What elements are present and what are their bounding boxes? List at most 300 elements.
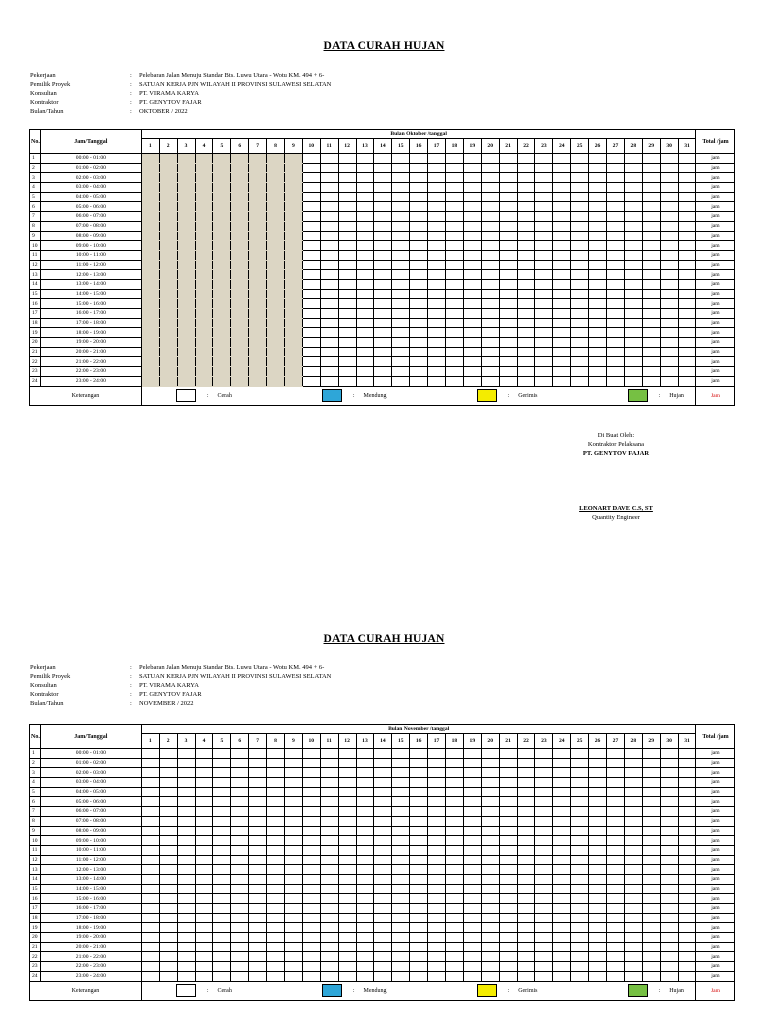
rain-cell[interactable] — [660, 904, 678, 914]
rain-cell[interactable] — [159, 221, 177, 231]
rain-cell[interactable] — [141, 845, 159, 855]
rain-cell[interactable] — [195, 309, 213, 319]
rain-cell[interactable] — [284, 894, 302, 904]
rain-cell[interactable] — [535, 260, 553, 270]
rain-cell[interactable] — [589, 884, 607, 894]
rain-cell[interactable] — [463, 154, 481, 164]
rain-cell[interactable] — [392, 826, 410, 836]
rain-cell[interactable] — [302, 952, 320, 962]
rain-cell[interactable] — [428, 894, 446, 904]
rain-cell[interactable] — [267, 241, 285, 251]
rain-cell[interactable] — [410, 357, 428, 367]
rain-cell[interactable] — [571, 913, 589, 923]
rain-cell[interactable] — [356, 787, 374, 797]
rain-cell[interactable] — [249, 318, 267, 328]
rain-cell[interactable] — [177, 212, 195, 222]
rain-cell[interactable] — [678, 836, 696, 846]
rain-cell[interactable] — [267, 758, 285, 768]
rain-cell[interactable] — [607, 250, 625, 260]
rain-cell[interactable] — [624, 894, 642, 904]
rain-cell[interactable] — [499, 836, 517, 846]
rain-cell[interactable] — [410, 749, 428, 759]
rain-cell[interactable] — [249, 279, 267, 289]
rain-cell[interactable] — [463, 865, 481, 875]
rain-cell[interactable] — [141, 376, 159, 386]
rain-cell[interactable] — [571, 758, 589, 768]
rain-cell[interactable] — [195, 328, 213, 338]
rain-cell[interactable] — [249, 778, 267, 788]
rain-cell[interactable] — [249, 884, 267, 894]
rain-cell[interactable] — [607, 357, 625, 367]
rain-cell[interactable] — [338, 183, 356, 193]
rain-cell[interactable] — [231, 347, 249, 357]
rain-cell[interactable] — [159, 231, 177, 241]
rain-cell[interactable] — [463, 357, 481, 367]
rain-cell[interactable] — [499, 231, 517, 241]
rain-cell[interactable] — [517, 270, 535, 280]
rain-cell[interactable] — [481, 913, 499, 923]
rain-cell[interactable] — [642, 942, 660, 952]
rain-cell[interactable] — [499, 299, 517, 309]
rain-cell[interactable] — [177, 202, 195, 212]
rain-cell[interactable] — [642, 173, 660, 183]
rain-cell[interactable] — [535, 376, 553, 386]
rain-cell[interactable] — [159, 913, 177, 923]
rain-cell[interactable] — [607, 942, 625, 952]
rain-cell[interactable] — [267, 367, 285, 377]
rain-cell[interactable] — [571, 952, 589, 962]
rain-cell[interactable] — [392, 787, 410, 797]
rain-cell[interactable] — [642, 347, 660, 357]
rain-cell[interactable] — [231, 163, 249, 173]
rain-cell[interactable] — [177, 778, 195, 788]
rain-cell[interactable] — [141, 154, 159, 164]
rain-cell[interactable] — [338, 933, 356, 943]
rain-cell[interactable] — [607, 807, 625, 817]
rain-cell[interactable] — [642, 183, 660, 193]
rain-cell[interactable] — [517, 212, 535, 222]
rain-cell[interactable] — [678, 270, 696, 280]
rain-cell[interactable] — [231, 357, 249, 367]
rain-cell[interactable] — [410, 816, 428, 826]
rain-cell[interactable] — [356, 376, 374, 386]
rain-cell[interactable] — [177, 797, 195, 807]
rain-cell[interactable] — [589, 749, 607, 759]
rain-cell[interactable] — [356, 816, 374, 826]
rain-cell[interactable] — [499, 787, 517, 797]
rain-cell[interactable] — [284, 952, 302, 962]
rain-cell[interactable] — [553, 250, 571, 260]
rain-cell[interactable] — [284, 855, 302, 865]
rain-cell[interactable] — [159, 270, 177, 280]
rain-cell[interactable] — [356, 807, 374, 817]
rain-cell[interactable] — [410, 933, 428, 943]
rain-cell[interactable] — [392, 865, 410, 875]
rain-cell[interactable] — [678, 154, 696, 164]
rain-cell[interactable] — [428, 807, 446, 817]
rain-cell[interactable] — [267, 836, 285, 846]
rain-cell[interactable] — [535, 904, 553, 914]
rain-cell[interactable] — [571, 816, 589, 826]
rain-cell[interactable] — [642, 202, 660, 212]
rain-cell[interactable] — [213, 807, 231, 817]
rain-cell[interactable] — [642, 231, 660, 241]
rain-cell[interactable] — [463, 309, 481, 319]
rain-cell[interactable] — [177, 768, 195, 778]
rain-cell[interactable] — [159, 971, 177, 981]
rain-cell[interactable] — [267, 845, 285, 855]
rain-cell[interactable] — [374, 797, 392, 807]
rain-cell[interactable] — [302, 768, 320, 778]
rain-cell[interactable] — [678, 241, 696, 251]
rain-cell[interactable] — [571, 923, 589, 933]
rain-cell[interactable] — [213, 154, 231, 164]
rain-cell[interactable] — [320, 173, 338, 183]
rain-cell[interactable] — [177, 894, 195, 904]
rain-cell[interactable] — [159, 212, 177, 222]
rain-cell[interactable] — [392, 260, 410, 270]
rain-cell[interactable] — [660, 173, 678, 183]
rain-cell[interactable] — [213, 749, 231, 759]
rain-cell[interactable] — [463, 367, 481, 377]
rain-cell[interactable] — [624, 202, 642, 212]
rain-cell[interactable] — [624, 347, 642, 357]
rain-cell[interactable] — [159, 942, 177, 952]
rain-cell[interactable] — [678, 376, 696, 386]
rain-cell[interactable] — [642, 952, 660, 962]
rain-cell[interactable] — [213, 192, 231, 202]
rain-cell[interactable] — [392, 318, 410, 328]
rain-cell[interactable] — [428, 328, 446, 338]
rain-cell[interactable] — [195, 289, 213, 299]
rain-cell[interactable] — [159, 816, 177, 826]
rain-cell[interactable] — [535, 318, 553, 328]
rain-cell[interactable] — [374, 367, 392, 377]
rain-cell[interactable] — [284, 836, 302, 846]
rain-cell[interactable] — [624, 212, 642, 222]
rain-cell[interactable] — [499, 183, 517, 193]
rain-cell[interactable] — [284, 183, 302, 193]
rain-cell[interactable] — [320, 933, 338, 943]
rain-cell[interactable] — [249, 250, 267, 260]
rain-cell[interactable] — [481, 778, 499, 788]
rain-cell[interactable] — [267, 231, 285, 241]
rain-cell[interactable] — [213, 212, 231, 222]
rain-cell[interactable] — [499, 797, 517, 807]
rain-cell[interactable] — [249, 855, 267, 865]
rain-cell[interactable] — [249, 221, 267, 231]
rain-cell[interactable] — [481, 894, 499, 904]
rain-cell[interactable] — [499, 367, 517, 377]
rain-cell[interactable] — [249, 309, 267, 319]
rain-cell[interactable] — [213, 163, 231, 173]
rain-cell[interactable] — [374, 163, 392, 173]
rain-cell[interactable] — [463, 192, 481, 202]
rain-cell[interactable] — [213, 289, 231, 299]
rain-cell[interactable] — [535, 797, 553, 807]
rain-cell[interactable] — [159, 807, 177, 817]
rain-cell[interactable] — [141, 163, 159, 173]
rain-cell[interactable] — [607, 855, 625, 865]
rain-cell[interactable] — [445, 826, 463, 836]
rain-cell[interactable] — [374, 904, 392, 914]
rain-cell[interactable] — [392, 328, 410, 338]
rain-cell[interactable] — [463, 971, 481, 981]
rain-cell[interactable] — [213, 299, 231, 309]
rain-cell[interactable] — [231, 807, 249, 817]
rain-cell[interactable] — [356, 309, 374, 319]
rain-cell[interactable] — [481, 952, 499, 962]
rain-cell[interactable] — [320, 768, 338, 778]
rain-cell[interactable] — [607, 221, 625, 231]
rain-cell[interactable] — [141, 816, 159, 826]
rain-cell[interactable] — [428, 971, 446, 981]
rain-cell[interactable] — [195, 338, 213, 348]
rain-cell[interactable] — [231, 338, 249, 348]
rain-cell[interactable] — [302, 328, 320, 338]
rain-cell[interactable] — [535, 923, 553, 933]
rain-cell[interactable] — [607, 884, 625, 894]
rain-cell[interactable] — [678, 260, 696, 270]
rain-cell[interactable] — [231, 952, 249, 962]
rain-cell[interactable] — [213, 904, 231, 914]
rain-cell[interactable] — [356, 163, 374, 173]
rain-cell[interactable] — [499, 357, 517, 367]
rain-cell[interactable] — [660, 816, 678, 826]
rain-cell[interactable] — [660, 855, 678, 865]
rain-cell[interactable] — [338, 749, 356, 759]
rain-cell[interactable] — [607, 836, 625, 846]
rain-cell[interactable] — [624, 163, 642, 173]
rain-cell[interactable] — [481, 904, 499, 914]
rain-cell[interactable] — [517, 933, 535, 943]
rain-cell[interactable] — [338, 163, 356, 173]
rain-cell[interactable] — [392, 807, 410, 817]
rain-cell[interactable] — [571, 202, 589, 212]
rain-cell[interactable] — [284, 231, 302, 241]
rain-cell[interactable] — [607, 865, 625, 875]
rain-cell[interactable] — [463, 241, 481, 251]
rain-cell[interactable] — [392, 299, 410, 309]
rain-cell[interactable] — [320, 192, 338, 202]
rain-cell[interactable] — [553, 183, 571, 193]
rain-cell[interactable] — [499, 923, 517, 933]
rain-cell[interactable] — [445, 212, 463, 222]
rain-cell[interactable] — [481, 933, 499, 943]
rain-cell[interactable] — [499, 289, 517, 299]
rain-cell[interactable] — [517, 221, 535, 231]
rain-cell[interactable] — [320, 212, 338, 222]
rain-cell[interactable] — [553, 202, 571, 212]
rain-cell[interactable] — [553, 836, 571, 846]
rain-cell[interactable] — [660, 913, 678, 923]
rain-cell[interactable] — [159, 347, 177, 357]
rain-cell[interactable] — [356, 318, 374, 328]
rain-cell[interactable] — [195, 212, 213, 222]
rain-cell[interactable] — [499, 202, 517, 212]
rain-cell[interactable] — [231, 299, 249, 309]
rain-cell[interactable] — [302, 884, 320, 894]
rain-cell[interactable] — [642, 797, 660, 807]
rain-cell[interactable] — [445, 357, 463, 367]
rain-cell[interactable] — [267, 279, 285, 289]
rain-cell[interactable] — [356, 173, 374, 183]
rain-cell[interactable] — [320, 923, 338, 933]
rain-cell[interactable] — [374, 855, 392, 865]
rain-cell[interactable] — [320, 183, 338, 193]
rain-cell[interactable] — [195, 855, 213, 865]
rain-cell[interactable] — [624, 289, 642, 299]
rain-cell[interactable] — [410, 202, 428, 212]
rain-cell[interactable] — [624, 962, 642, 972]
rain-cell[interactable] — [374, 865, 392, 875]
rain-cell[interactable] — [428, 749, 446, 759]
rain-cell[interactable] — [356, 347, 374, 357]
rain-cell[interactable] — [320, 749, 338, 759]
rain-cell[interactable] — [141, 855, 159, 865]
rain-cell[interactable] — [535, 884, 553, 894]
rain-cell[interactable] — [141, 913, 159, 923]
rain-cell[interactable] — [231, 289, 249, 299]
rain-cell[interactable] — [410, 183, 428, 193]
rain-cell[interactable] — [499, 212, 517, 222]
rain-cell[interactable] — [642, 328, 660, 338]
rain-cell[interactable] — [642, 163, 660, 173]
rain-cell[interactable] — [642, 250, 660, 260]
rain-cell[interactable] — [213, 221, 231, 231]
rain-cell[interactable] — [177, 904, 195, 914]
rain-cell[interactable] — [231, 971, 249, 981]
rain-cell[interactable] — [159, 923, 177, 933]
rain-cell[interactable] — [302, 855, 320, 865]
rain-cell[interactable] — [320, 971, 338, 981]
rain-cell[interactable] — [481, 318, 499, 328]
rain-cell[interactable] — [213, 202, 231, 212]
rain-cell[interactable] — [445, 231, 463, 241]
rain-cell[interactable] — [607, 787, 625, 797]
rain-cell[interactable] — [338, 942, 356, 952]
rain-cell[interactable] — [141, 299, 159, 309]
rain-cell[interactable] — [589, 357, 607, 367]
rain-cell[interactable] — [267, 192, 285, 202]
rain-cell[interactable] — [231, 778, 249, 788]
rain-cell[interactable] — [410, 309, 428, 319]
rain-cell[interactable] — [571, 904, 589, 914]
rain-cell[interactable] — [571, 933, 589, 943]
rain-cell[interactable] — [177, 942, 195, 952]
rain-cell[interactable] — [517, 338, 535, 348]
rain-cell[interactable] — [607, 768, 625, 778]
rain-cell[interactable] — [445, 768, 463, 778]
rain-cell[interactable] — [607, 367, 625, 377]
rain-cell[interactable] — [159, 338, 177, 348]
rain-cell[interactable] — [571, 768, 589, 778]
rain-cell[interactable] — [589, 952, 607, 962]
rain-cell[interactable] — [660, 826, 678, 836]
rain-cell[interactable] — [195, 942, 213, 952]
rain-cell[interactable] — [213, 952, 231, 962]
rain-cell[interactable] — [607, 749, 625, 759]
rain-cell[interactable] — [535, 778, 553, 788]
rain-cell[interactable] — [249, 826, 267, 836]
rain-cell[interactable] — [302, 933, 320, 943]
rain-cell[interactable] — [517, 749, 535, 759]
rain-cell[interactable] — [338, 816, 356, 826]
rain-cell[interactable] — [499, 952, 517, 962]
rain-cell[interactable] — [177, 183, 195, 193]
rain-cell[interactable] — [195, 749, 213, 759]
rain-cell[interactable] — [374, 173, 392, 183]
rain-cell[interactable] — [607, 874, 625, 884]
rain-cell[interactable] — [374, 338, 392, 348]
rain-cell[interactable] — [195, 241, 213, 251]
rain-cell[interactable] — [463, 933, 481, 943]
rain-cell[interactable] — [428, 357, 446, 367]
rain-cell[interactable] — [607, 933, 625, 943]
rain-cell[interactable] — [428, 202, 446, 212]
rain-cell[interactable] — [177, 913, 195, 923]
rain-cell[interactable] — [535, 347, 553, 357]
rain-cell[interactable] — [249, 749, 267, 759]
rain-cell[interactable] — [249, 874, 267, 884]
rain-cell[interactable] — [392, 367, 410, 377]
rain-cell[interactable] — [213, 913, 231, 923]
rain-cell[interactable] — [213, 923, 231, 933]
rain-cell[interactable] — [642, 192, 660, 202]
rain-cell[interactable] — [374, 816, 392, 826]
rain-cell[interactable] — [302, 347, 320, 357]
rain-cell[interactable] — [249, 241, 267, 251]
rain-cell[interactable] — [535, 874, 553, 884]
rain-cell[interactable] — [392, 231, 410, 241]
rain-cell[interactable] — [660, 231, 678, 241]
rain-cell[interactable] — [141, 202, 159, 212]
rain-cell[interactable] — [213, 826, 231, 836]
rain-cell[interactable] — [463, 299, 481, 309]
rain-cell[interactable] — [481, 173, 499, 183]
rain-cell[interactable] — [231, 173, 249, 183]
rain-cell[interactable] — [392, 913, 410, 923]
rain-cell[interactable] — [481, 923, 499, 933]
rain-cell[interactable] — [445, 338, 463, 348]
rain-cell[interactable] — [410, 289, 428, 299]
rain-cell[interactable] — [499, 768, 517, 778]
rain-cell[interactable] — [159, 250, 177, 260]
rain-cell[interactable] — [535, 367, 553, 377]
rain-cell[interactable] — [589, 787, 607, 797]
rain-cell[interactable] — [607, 260, 625, 270]
rain-cell[interactable] — [392, 855, 410, 865]
rain-cell[interactable] — [535, 357, 553, 367]
rain-cell[interactable] — [231, 845, 249, 855]
rain-cell[interactable] — [445, 836, 463, 846]
rain-cell[interactable] — [463, 836, 481, 846]
rain-cell[interactable] — [267, 221, 285, 231]
rain-cell[interactable] — [177, 250, 195, 260]
rain-cell[interactable] — [553, 154, 571, 164]
rain-cell[interactable] — [678, 347, 696, 357]
rain-cell[interactable] — [660, 279, 678, 289]
rain-cell[interactable] — [445, 309, 463, 319]
rain-cell[interactable] — [553, 855, 571, 865]
rain-cell[interactable] — [284, 749, 302, 759]
rain-cell[interactable] — [428, 865, 446, 875]
rain-cell[interactable] — [374, 270, 392, 280]
rain-cell[interactable] — [392, 173, 410, 183]
rain-cell[interactable] — [267, 816, 285, 826]
rain-cell[interactable] — [463, 749, 481, 759]
rain-cell[interactable] — [624, 758, 642, 768]
